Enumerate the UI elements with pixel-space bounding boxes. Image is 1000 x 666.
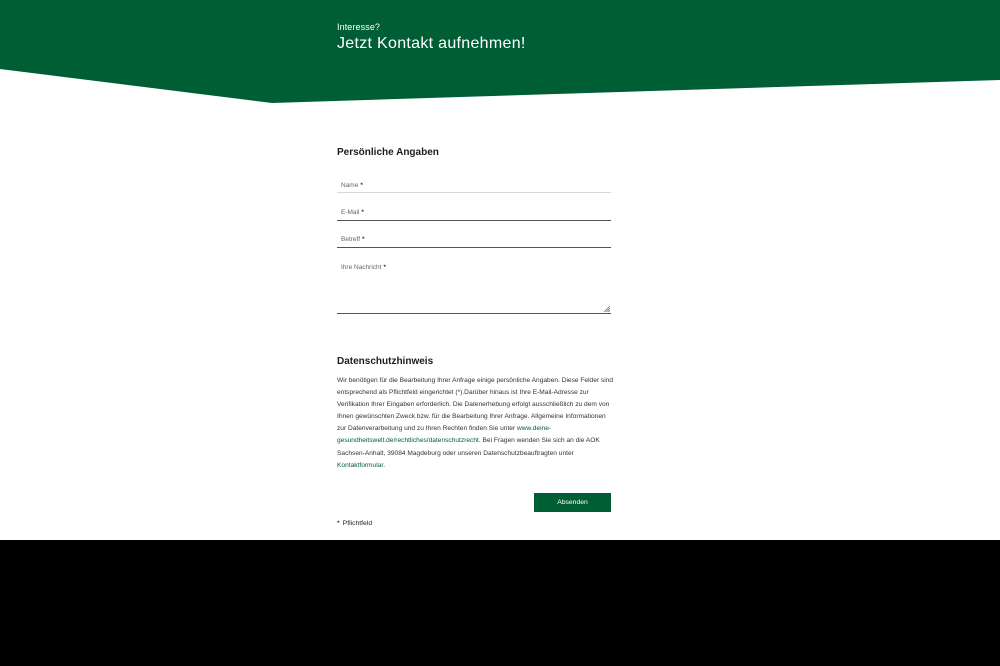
message-field-underline (337, 313, 611, 314)
header-banner (0, 0, 1000, 110)
required-field-note: * Pflichtfeld (337, 520, 373, 527)
header-background-shape (0, 0, 1000, 110)
page-title: Jetzt Kontakt aufnehmen! (337, 35, 526, 52)
privacy-link[interactable]: www.deine-gesundheitswelt.de/rechtliches/datenschutzrecht (337, 425, 552, 445)
email-field-underline (337, 220, 611, 221)
message-textarea[interactable] (337, 259, 611, 315)
required-star: * (383, 264, 386, 271)
required-star: * (361, 209, 364, 216)
privacy-text: Wir benötigen für die Bearbeitung Ihrer Anfrage einige persönliche Angaben. Diese Felder sind entsprechend als Pflichtfeld eingerichtet (*).Darüber hinaus ist Ihre E-Mail-Adresse zur Verifikation Ihrer Eingaben erforderlich. Die Datenerhebung erfolgt ausschließlich zu dem von Ihnen gewünschten Zweck bzw. für die Bearbeitung Ihrer Anfrage. Allgemeine Informationen zur Datenverarbeitung und zu Ihren Rechten finden Sie unter www.deine-gesundheitswelt.de/rechtliches/datenschutzrecht. Bei Fragen wenden Sie sich an die AOK Sachsen-Anhalt, 39084 Magdeburg oder unseren Datenschutzbeauftragten unter Kontaktformular. (337, 377, 614, 469)
subject-field-underline (337, 247, 611, 248)
email-field[interactable] (337, 205, 611, 222)
header-kicker: Interesse? (337, 22, 381, 32)
resize-handle-icon[interactable] (603, 305, 610, 312)
subject-field[interactable] (337, 232, 611, 249)
email-field-label: E-Mail * (341, 209, 364, 216)
name-field-underline (337, 192, 611, 193)
contact-form-link[interactable]: Kontaktformular (337, 461, 384, 469)
name-field-label: Name * (341, 182, 363, 189)
bottom-black-bar (0, 540, 1000, 666)
subject-field-label: Betreff * (341, 236, 365, 243)
message-field-label: Ihre Nachricht * (341, 264, 386, 271)
required-star: * (337, 520, 340, 527)
name-field[interactable] (337, 178, 611, 194)
personal-section-heading: Persönliche Angaben (337, 147, 439, 158)
privacy-section-heading: Datenschutzhinweis (337, 356, 434, 367)
submit-button[interactable]: Absenden (534, 493, 611, 512)
required-star: * (360, 182, 363, 189)
required-star: * (362, 236, 365, 243)
